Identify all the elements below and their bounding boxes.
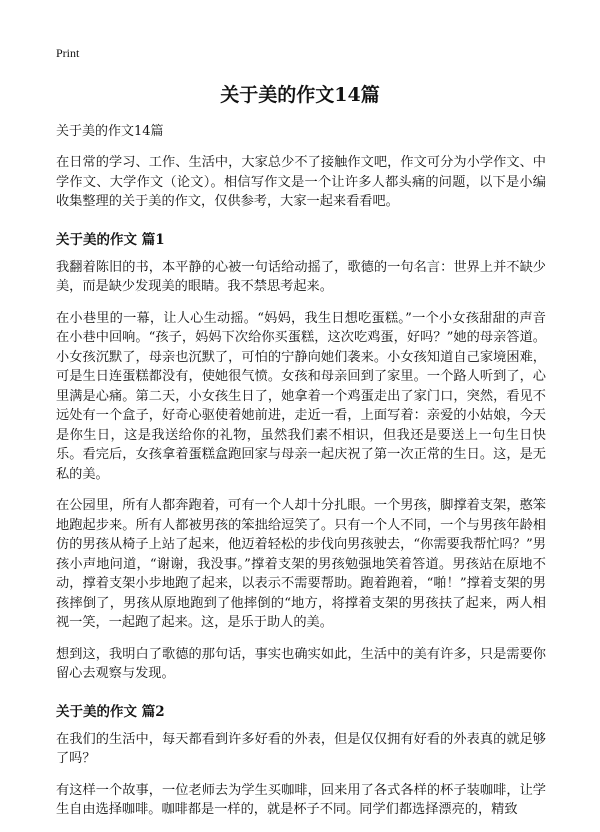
article-subtitle: 关于美的作文14篇 [56, 124, 164, 139]
section-1-paragraph-2: 在小巷里的一幕，让人心生动摇。“妈妈，我生日想吃蛋糕。”一个小女孩甜甜的声音在小巷中回响。“孩子，妈妈下次给你买蛋糕，这次吃鸡蛋，好吗？”她的母亲答道。小女孩沉默了，母亲也沉默了，可怕的宁静向她们袭来。小女孩知道自己家境困难，可是生日连蛋糕都没有，使她很气愤。女孩和母亲回到了家里。一个路人听到了，心里满是心痛。第二天，小女孩生日了，她拿着一个鸡蛋走出了家门口，突然，看见不远处有一个盒子，好奇心驱使着她前进，走近一看，上面写着：亲爱的小姑娘，今天是你生日，这是我送给你的礼物，虽然我们素不相识，但我还是要送上一句生日快乐。看完后，女孩拿着蛋糕盒跑回家与母亲一起庆祝了第一次正常的生日。这，是无私的美。 [56, 310, 546, 482]
section-heading-2: 关于美的作文 篇2 [56, 703, 165, 720]
section-1-paragraph-4: 想到这，我明白了歌德的那句话，事实也确实如此，生活中的美有许多，只是需要你留心去观察与发现。 [56, 646, 546, 681]
intro-paragraph: 在日常的学习、工作、生活中，大家总少不了接触作文吧，作文可分为小学作文、中学作文、大学作文（论文）。相信写作文是一个让许多人都头痛的问题，以下是小编收集整理的关于美的作文，仅供参考，大家一起来看看吧。 [56, 155, 546, 209]
page-title: 关于美的作文14篇 [220, 84, 380, 106]
section-1-paragraph-1: 我翻着陈旧的书，本平静的心被一句话给动摇了，歌德的一句名言：世界上并不缺少美，而是缺少发现美的眼睛。我不禁思考起来。 [56, 259, 546, 294]
print-label: Print [56, 46, 80, 60]
section-heading-1: 关于美的作文 篇1 [56, 231, 165, 248]
section-2-paragraph-1: 在我们的生活中，每天都看到许多好看的外表，但是仅仅拥有好看的外表真的就足够了吗？ [56, 731, 546, 766]
section-1-paragraph-3: 在公园里，所有人都奔跑着，可有一个人却十分扎眼。一个男孩，脚撑着支架，憨笨地跑起步来。所有人都被男孩的笨拙给逗笑了。只有一个人不同，一个与男孩年龄相仿的男孩从椅子上站了起来，他迈着轻松的步伐向男孩驶去，“你需要我帮忙吗？”男孩小声地问道，“谢谢，我没事。”撑着支架的男孩勉强地笑着答道。男孩站在原地不动，撑着支架小步地跑了起来，以表示不需要帮助。跑着跑着，“啪！”撑着支架的男孩摔倒了，男孩从原地跑到了他摔倒的“地方，将撑着支架的男孩扶了起来，两人相视一笑，一起跑了起来。这，是乐于助人的美。 [56, 498, 546, 630]
article-body [56, 120, 546, 832]
section-2-paragraph-2: 有这样一个故事，一位老师去为学生买咖啡，回来用了各式各样的杯子装咖啡，让学生自由选择咖啡。咖啡都是一样的，就是杯子不同。同学们都选择漂亮的，精致 [56, 782, 546, 817]
